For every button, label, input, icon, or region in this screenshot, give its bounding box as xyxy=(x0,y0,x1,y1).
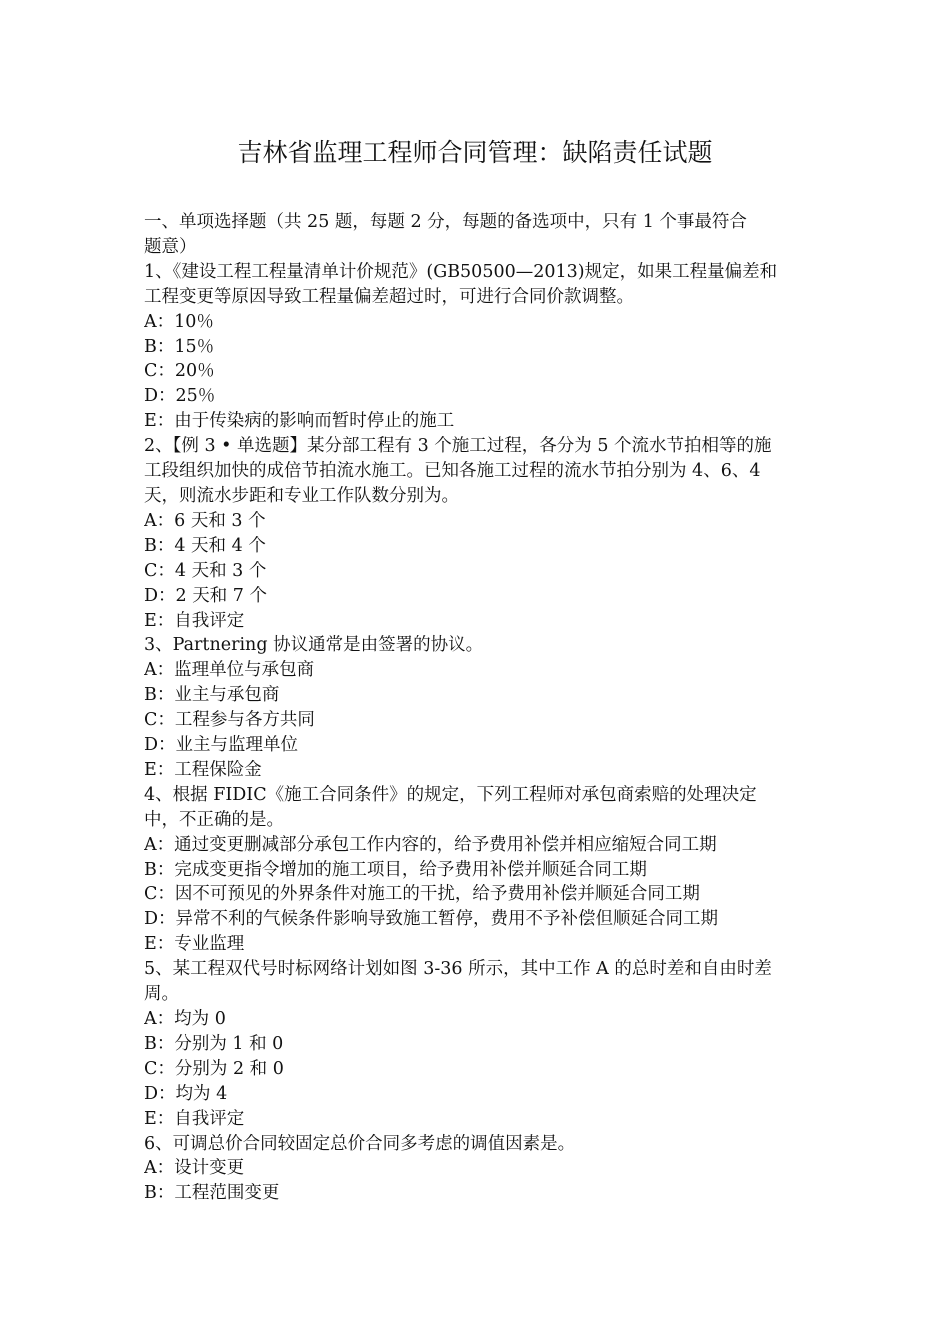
option-d: D：25％ xyxy=(144,386,216,407)
option-e: E：专业监理 xyxy=(144,934,245,955)
option-d: D：业主与监理单位 xyxy=(144,735,299,756)
page-title: 吉林省监理工程师合同管理：缺陷责任试题 xyxy=(237,138,713,167)
option-d: D：异常不利的气候条件影响导致施工暂停，费用不予补偿但顺延合同工期 xyxy=(144,909,719,930)
option-d: D：均为 4 xyxy=(144,1083,228,1104)
option-a: A：10％ xyxy=(144,311,214,332)
option-a: A：设计变更 xyxy=(144,1158,245,1179)
option-c: C：20％ xyxy=(144,361,215,382)
option-a: A：通过变更删减部分承包工作内容的，给予费用补偿并相应缩短合同工期 xyxy=(144,834,717,855)
question-stem: 2、【例 3 • 单选题】某分部工程有 3 个施工过程，各分为 5 个流水节拍相等的施 xyxy=(144,436,772,457)
option-a: A：监理单位与承包商 xyxy=(144,660,315,681)
section-heading-line-1: 一、单项选择题（共 25 题，每题 2 分，每题的备选项中，只有 1 个事最符合 xyxy=(144,212,747,232)
option-c: C：4 天和 3 个 xyxy=(144,560,267,581)
option-a: A：均为 0 xyxy=(144,1009,226,1029)
question-stem: 4、根据 FIDIC《施工合同条件》的规定，下列工程师对承包商索赔的处理决定 xyxy=(144,784,757,805)
question-stem: 5、某工程双代号时标网络计划如图 3-36 所示，其中工作 A 的总时差和自由时差 xyxy=(144,959,772,980)
option-c: C：因不可预见的外界条件对施工的干扰，给予费用补偿并顺延合同工期 xyxy=(144,884,700,905)
question-1 xyxy=(144,260,812,434)
option-b: B：分别为 1 和 0 xyxy=(144,1033,284,1054)
question-stem: 工程变更等原因导致工程量偏差超过时，可进行合同价款调整。 xyxy=(144,286,634,307)
section-heading-line-2: 题意） xyxy=(144,236,197,257)
document-body xyxy=(144,210,812,1206)
question-4 xyxy=(144,783,812,957)
option-e: E：自我评定 xyxy=(144,1108,245,1129)
option-e: E：自我评定 xyxy=(144,610,245,631)
option-c: C：工程参与各方共同 xyxy=(144,710,315,731)
option-d: D：2 天和 7 个 xyxy=(144,585,267,606)
question-stem: 6、可调总价合同较固定总价合同多考虑的调值因素是。 xyxy=(144,1133,576,1154)
option-b: B：15％ xyxy=(144,336,215,357)
option-b: B：完成变更指令增加的施工项目，给予费用补偿并顺延合同工期 xyxy=(144,859,647,880)
option-e: E：由于传染病的影响而暂时停止的施工 xyxy=(144,411,455,432)
question-2 xyxy=(144,434,812,633)
option-c: C：分别为 2 和 0 xyxy=(144,1058,284,1079)
question-3 xyxy=(144,633,812,782)
option-a: A：6 天和 3 个 xyxy=(144,510,266,531)
question-6 xyxy=(144,1132,812,1207)
question-stem: 周。 xyxy=(144,984,179,1005)
option-b: B：业主与承包商 xyxy=(144,685,280,706)
question-stem: 中，不正确的是。 xyxy=(144,809,284,830)
question-stem: 3、Partnering 协议通常是由签署的协议。 xyxy=(144,635,484,656)
option-b: B：4 天和 4 个 xyxy=(144,535,266,556)
question-stem: 工段组织加快的成倍节拍流水施工。已知各施工过程的流水节拍分别为 4、6、4 xyxy=(144,461,761,482)
question-stem: 天，则流水步距和专业工作队数分别为。 xyxy=(144,485,459,506)
option-b: B：工程范围变更 xyxy=(144,1183,280,1204)
option-e: E：工程保险金 xyxy=(144,759,262,780)
question-stem: 1、《建设工程工程量清单计价规范》(GB50500—2013)规定，如果工程量偏差和 xyxy=(144,261,778,282)
question-5 xyxy=(144,957,812,1131)
